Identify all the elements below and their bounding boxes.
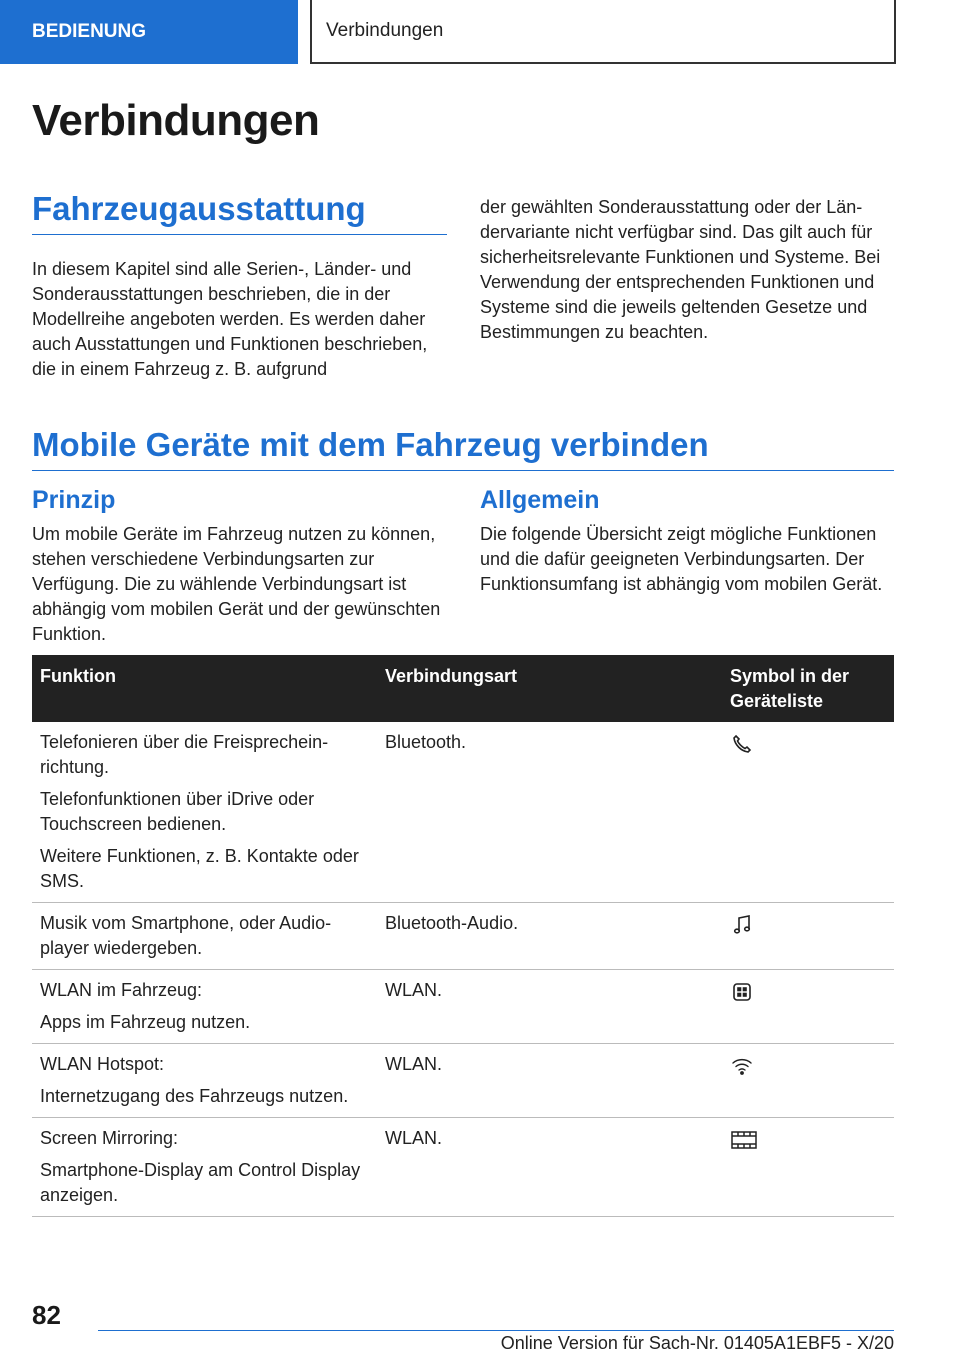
cell-text: Internetzugang des Fahrzeugs nutzen. [40, 1086, 349, 1106]
music-note-icon [730, 913, 754, 937]
table-cell-verbindungsart: WLAN. [377, 1044, 722, 1118]
section-title-mobile-geraete: Mobile Geräte mit dem Fahrzeug verbinden [32, 426, 709, 463]
cell-text: Telefonieren über die Freisprecheinrichtung. [40, 732, 329, 777]
wifi-icon [730, 1054, 754, 1078]
section1-text-left: In diesem Kapitel sind alle Serien-, Länder- und Sonderausstattungen beschrieben, die in der Modellreihe angeboten werden. Es werden daher auch Ausstattungen und Funktionen beschrieben, die in einem Fahrzeug z. B. aufgrund [32, 259, 428, 379]
table-cell-funktion [32, 903, 377, 970]
table-cell-symbol [722, 1118, 894, 1217]
table-cell-funktion [32, 1118, 377, 1217]
section-title-fahrzeugausstattung: Fahrzeugausstattung [32, 190, 366, 227]
footer-divider [98, 1330, 894, 1331]
cell-text: Apps im Fahrzeug nutzen. [40, 1012, 251, 1032]
table-cell-funktion [32, 722, 377, 903]
apps-icon [730, 980, 754, 1004]
header-chapter-label: Verbindungen [326, 20, 444, 41]
section1-text-right: der gewählten Sonderausstattung oder der Ländervariante nicht verfügbar sind. Das gilt auch für sicherheitsrelevante Funktionen und Systeme. Bei Verwendung der entsprechenden Funktionen und Systeme sind die jeweils geltenden Gesetze und Bestimmungen zu beachten. [480, 197, 881, 342]
table-cell-verbindungsart: Bluetooth-Audio. [377, 903, 722, 970]
table-header-row [32, 655, 894, 722]
footer-text: Online Version für Sach-Nr. 01405A1EBF5 - X/20 [500, 1333, 894, 1353]
connection-table [32, 655, 894, 1217]
cell-text: Musik vom Smartphone, oder Audioplayer wiedergeben. [40, 913, 332, 958]
table-row [32, 722, 894, 903]
page-number: 82 [32, 1300, 61, 1330]
cell-text: Weitere Funktionen, z. B. Kontakte oder SMS. [40, 846, 359, 891]
table-cell-verbindungsart: WLAN. [377, 970, 722, 1044]
table-header-symbol: Symbol in der Geräteliste [722, 655, 894, 722]
table-cell-funktion [32, 1044, 377, 1118]
table-cell-verbindungsart: WLAN. [377, 1118, 722, 1217]
allgemein-text: Die folgende Übersicht zeigt mögliche Funktionen und die dafür geeigneten Verbindungsarten. Der Funktionsumfang ist abhängig vom mobilen Gerät. [480, 524, 883, 594]
table-header-verbindungsart: Verbindungsart [377, 655, 722, 722]
subsection-title-prinzip: Prinzip [32, 486, 116, 514]
page-title: Verbindungen [32, 96, 320, 145]
table-row [32, 1044, 894, 1118]
section-divider [32, 234, 447, 235]
cell-text: Screen Mirroring: [40, 1128, 179, 1148]
cell-text: Telefonfunktionen über iDrive oder Touchscreen bedienen. [40, 789, 315, 834]
header-chapter-box [310, 0, 896, 64]
subsection-title-allgemein: Allgemein [480, 486, 600, 514]
table-row [32, 970, 894, 1044]
cell-text: Smartphone-Display am Control Display anzeigen. [40, 1160, 361, 1205]
table-cell-symbol [722, 722, 894, 903]
table-cell-symbol [722, 903, 894, 970]
table-cell-funktion [32, 970, 377, 1044]
screen-mirroring-icon [730, 1128, 758, 1152]
table-cell-symbol [722, 1044, 894, 1118]
prinzip-text: Um mobile Geräte im Fahrzeug nutzen zu können, stehen verschiedene Verbindungsarten zur Verfügung. Die zu wählende Verbindungsart ist abhängig vom mobilen Gerät und der gewünschten Funktion. [32, 524, 441, 644]
section-divider [32, 470, 894, 471]
table-cell-symbol [722, 970, 894, 1044]
cell-text: WLAN im Fahrzeug: [40, 980, 203, 1000]
table-header-funktion: Funktion [32, 655, 377, 722]
header-section-label: BEDIENUNG [32, 21, 147, 42]
cell-text: WLAN Hotspot: [40, 1054, 165, 1074]
table-row [32, 903, 894, 970]
phone-icon [730, 732, 754, 756]
table-cell-verbindungsart: Bluetooth. [377, 722, 722, 903]
table-row [32, 1118, 894, 1217]
header-section-tab [0, 0, 298, 64]
